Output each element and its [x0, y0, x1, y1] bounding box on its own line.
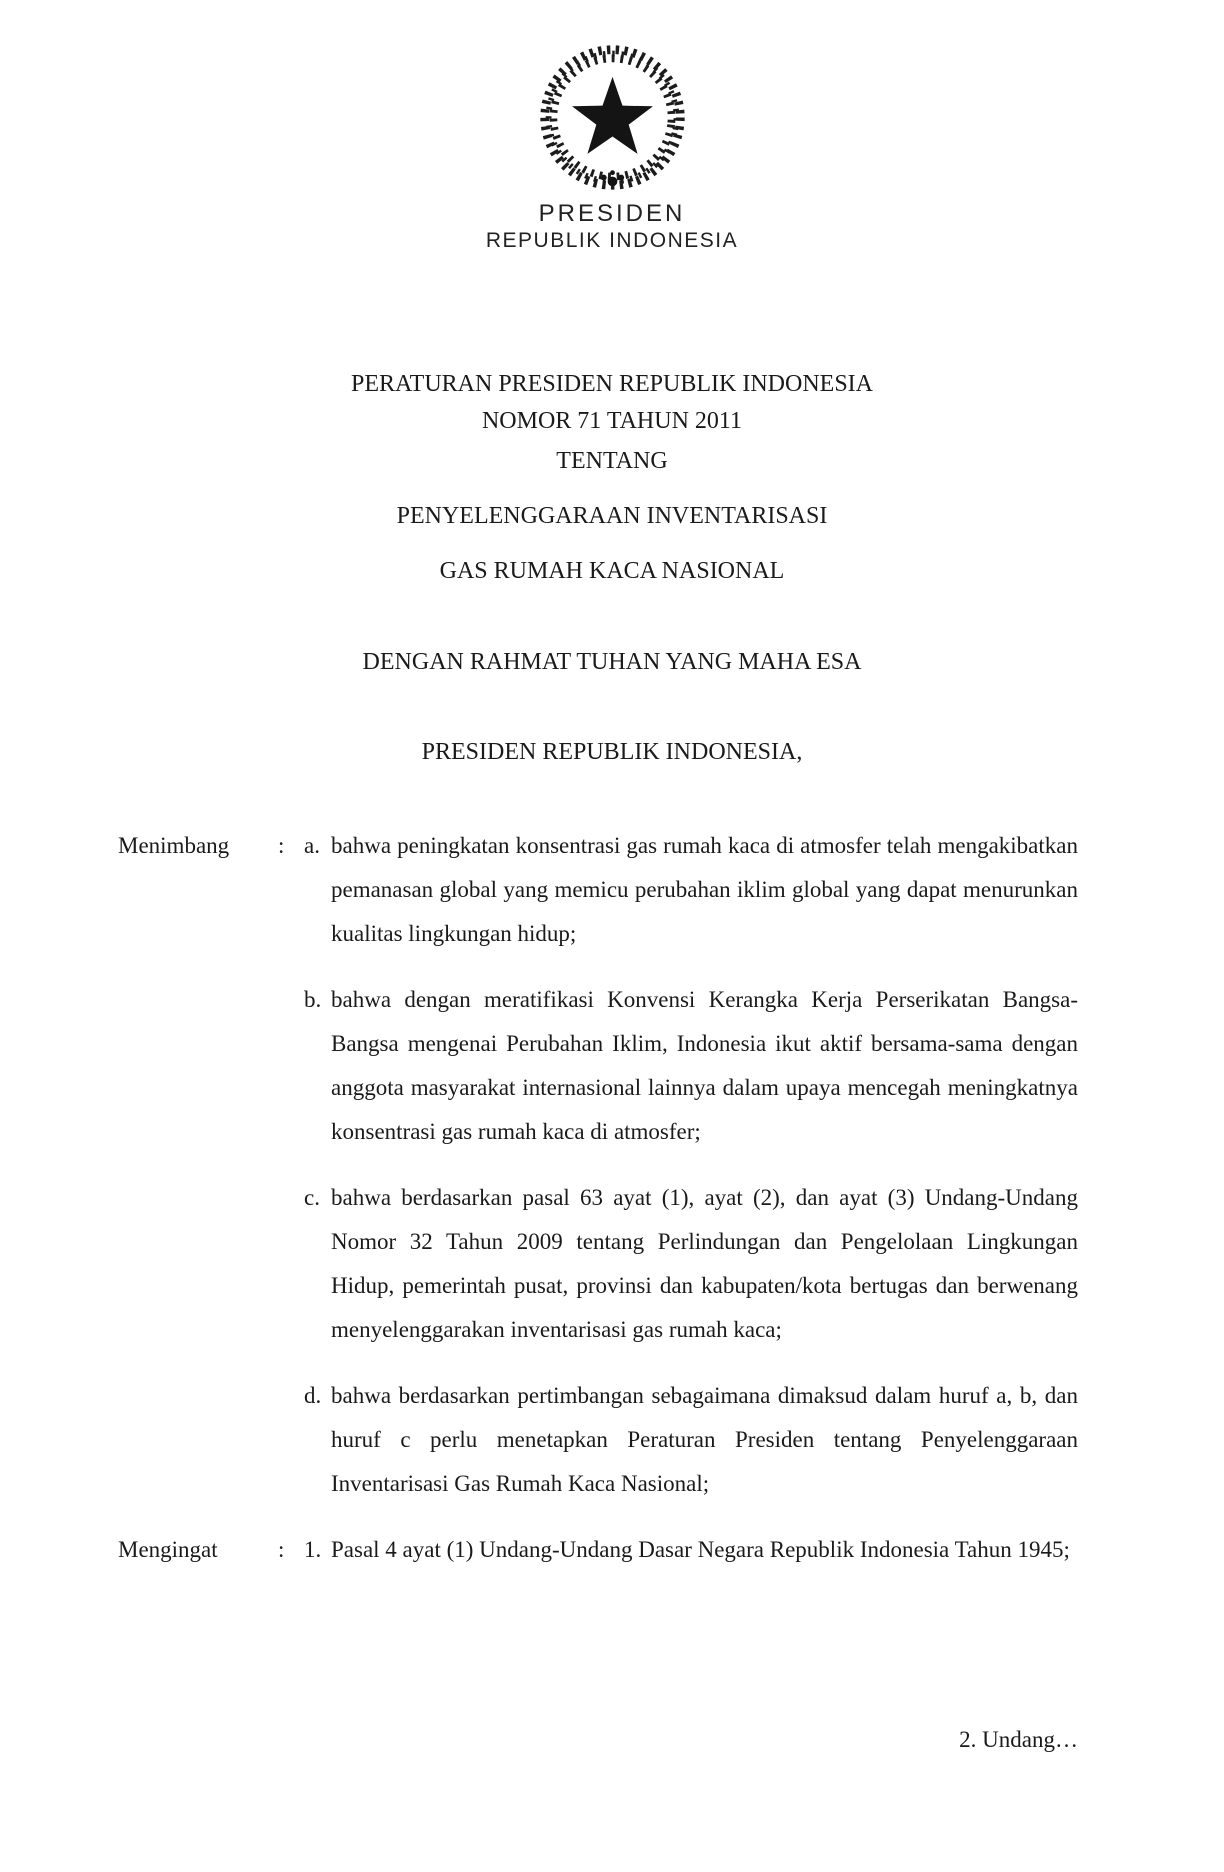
clause-text: bahwa dengan meratifikasi Konvensi Kerangka Kerja Perserikatan Bangsa-Bangsa mengenai Perubahan Iklim, Indonesia ikut aktif bersama-sama dengan anggota masyarakat internasional lainnya dalam upaya mencegah meningkatnya konsentrasi gas rumah kaca di atmosfer; — [331, 987, 1078, 1144]
seal-title: PRESIDEN — [538, 200, 686, 227]
clause-text: bahwa berdasarkan pertimbangan sebagaimana dimaksud dalam huruf a, b, dan huruf c perlu menetapkan Peraturan Presiden tentang Penyelenggaraan Inventarisasi Gas Rumah Kaca Nasional; — [331, 1383, 1078, 1496]
subject-line-2: GAS RUMAH KACA NASIONAL — [439, 558, 785, 584]
document-body — [118, 824, 1078, 1594]
clause-text: bahwa peningkatan konsentrasi gas rumah kaca di atmosfer telah mengakibatkan pemanasan global yang memicu perubahan iklim global yang dapat menurunkan kualitas lingkungan hidup; — [331, 833, 1078, 946]
section-mengingat — [118, 1528, 1078, 1594]
tentang-label: TENTANG — [556, 448, 668, 474]
clause-c — [304, 1176, 1078, 1352]
section-menimbang — [118, 824, 1078, 1528]
salutation-line: PRESIDEN REPUBLIK INDONESIA, — [421, 739, 803, 765]
clause-marker: d. — [304, 1383, 322, 1408]
catchword: 2. Undang… — [959, 1727, 1078, 1752]
regulation-number: NOMOR 71 TAHUN 2011 — [481, 408, 743, 434]
invocation-line: DENGAN RAHMAT TUHAN YANG MAHA ESA — [362, 649, 862, 675]
clause-a — [304, 824, 1078, 956]
clause-marker: b. — [304, 987, 322, 1012]
section-label: Menimbang — [118, 833, 230, 858]
clause-1 — [304, 1528, 1078, 1572]
wreath-star-emblem-icon — [535, 40, 690, 195]
clause-d — [304, 1374, 1078, 1506]
subject-line-1: PENYELENGGARAAN INVENTARISASI — [396, 503, 828, 529]
section-items — [304, 824, 1078, 1528]
star-icon — [572, 77, 653, 154]
section-colon: : — [278, 1537, 285, 1562]
seal-subtitle: REPUBLIK INDONESIA — [485, 229, 739, 252]
regulation-title: PERATURAN PRESIDEN REPUBLIK INDONESIA — [350, 371, 874, 397]
section-items — [304, 1528, 1078, 1594]
section-label: Mengingat — [118, 1537, 218, 1562]
clause-marker: a. — [304, 833, 320, 858]
clause-b — [304, 978, 1078, 1154]
clause-text: Pasal 4 ayat (1) Undang-Undang Dasar Negara Republik Indonesia Tahun 1945; — [331, 1537, 1070, 1562]
clause-text: bahwa berdasarkan pasal 63 ayat (1), ayat (2), dan ayat (3) Undang-Undang Nomor 32 Tahun 2009 tentang Perlindungan dan Pengelolaan Lingkungan Hidup, pemerintah pusat, provinsi dan kabupaten/kota bertugas dan berwenang menyelenggarakan inventarisasi gas rumah kaca; — [331, 1185, 1078, 1342]
section-colon: : — [278, 833, 285, 858]
clause-marker: c. — [304, 1185, 320, 1210]
presidential-seal — [0, 40, 1224, 253]
clause-marker: 1. — [304, 1537, 322, 1562]
